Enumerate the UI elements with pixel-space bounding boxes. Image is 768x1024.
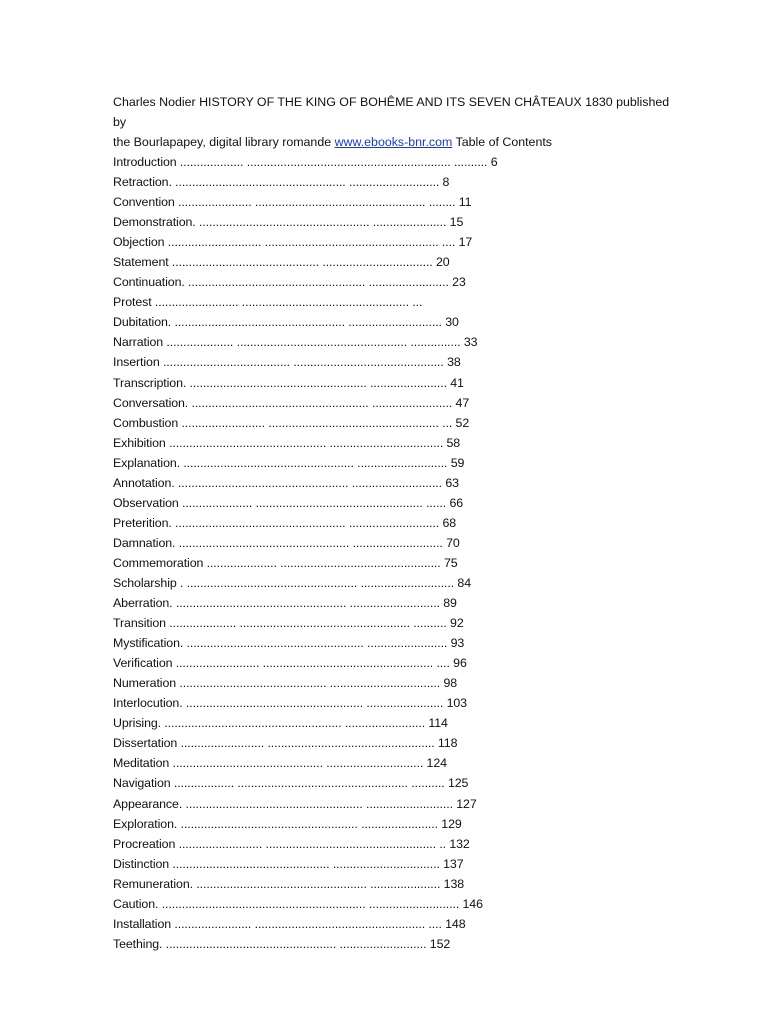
toc-entry: Introduction ................... ............................................................. .......... 6 bbox=[113, 155, 498, 169]
header-line-2-suffix: Table of Contents bbox=[452, 135, 552, 149]
toc-entry: Dubitation. ................................................... ............................ 30 bbox=[113, 315, 459, 330]
toc-entry: Transition .................... ................................................... .......... 92 bbox=[113, 616, 464, 631]
toc-entry: Distinction ............................................... ................................ 137 bbox=[113, 856, 464, 871]
table-of-contents bbox=[113, 152, 673, 954]
toc-entry: Exploration. ..................................................... ....................... 129 bbox=[113, 816, 462, 831]
toc-entry: Transcription. ..................................................... ....................... 41 bbox=[113, 375, 464, 390]
toc-entry: Verification ......................... ................................................... .... 96 bbox=[113, 656, 467, 671]
toc-entry: Statement ............................................ ................................. 20 bbox=[113, 255, 450, 270]
toc-entry: Commemoration ..................... ................................................ 75 bbox=[113, 555, 458, 570]
toc-entry: Numeration ............................................ ................................. 98 bbox=[113, 676, 458, 691]
toc-entry: Objection ............................ .................................................... .... 17 bbox=[113, 235, 473, 250]
header-line-1: Charles Nodier HISTORY OF THE KING OF BOHÊME AND ITS SEVEN CHÂTEAUX 1830 published by bbox=[113, 95, 670, 129]
toc-entry: Explanation. ................................................... ........................... 59 bbox=[113, 455, 465, 470]
header-line-2-prefix: the Bourlapapey, digital library romande bbox=[113, 135, 335, 149]
toc-entry: Narration .................... ................................................... ............... 33 bbox=[113, 335, 478, 350]
toc-entry: Damnation. ................................................... ........................... 70 bbox=[113, 535, 460, 550]
toc-entry: Interlocution. ..................................................... ....................... 103 bbox=[113, 696, 467, 711]
toc-entry: Observation ..................... .................................................. ...... 66 bbox=[113, 495, 464, 510]
toc-entry: Navigation .................. ................................................... .......... 125 bbox=[113, 776, 469, 791]
toc-entry: Aberration. ................................................... ........................... 89 bbox=[113, 596, 457, 611]
toc-entry: Annotation. ................................................... ........................... 63 bbox=[113, 475, 459, 490]
toc-entry: Exhibition ............................................... .................................. 58 bbox=[113, 435, 461, 450]
toc-entry: Scholarship . ................................................... ............................ 84 bbox=[113, 575, 471, 590]
toc-entry: Meditation ............................................. ............................. 124 bbox=[113, 756, 447, 771]
toc-entry: Convention ...................... ................................................... ........ 11 bbox=[113, 195, 472, 210]
toc-entry: Installation ....................... ................................................... .... 148 bbox=[113, 916, 466, 931]
toc-entry: Appearance. ..................................................... .......................... 127 bbox=[113, 796, 477, 811]
document-header bbox=[113, 92, 673, 152]
toc-entry: Insertion ...................................... ............................................. 38 bbox=[113, 355, 461, 370]
toc-entry: Procreation ......................... ................................................... .. 132 bbox=[113, 836, 470, 851]
toc-entry: Mystification. ..................................................... ........................ 93 bbox=[113, 636, 465, 651]
toc-entry: Protest ......................... .................................................. ... bbox=[113, 295, 423, 310]
toc-entry: Teething. ................................................... .......................... 152 bbox=[113, 936, 451, 951]
toc-entry: Combustion ......................... ................................................... ... 52 bbox=[113, 415, 470, 430]
toc-entry: Conversation. ..................................................... ........................ 47 bbox=[113, 395, 470, 410]
toc-entry: Demonstration. ................................................... ...................... 15 bbox=[113, 215, 464, 230]
toc-entry: Caution. ............................................................. ........................... 146 bbox=[113, 896, 483, 911]
ebooks-bnr-link[interactable]: www.ebooks-bnr.com bbox=[334, 135, 453, 149]
toc-entry: Dissertation ......................... .................................................. 118 bbox=[113, 736, 458, 751]
toc-entry: Preterition. ................................................... ........................... 68 bbox=[113, 515, 457, 530]
document-page bbox=[113, 92, 673, 954]
toc-entry: Remuneration. ................................................... ..................... 138 bbox=[113, 876, 465, 891]
toc-entry: Uprising. ..................................................... ........................ 114 bbox=[113, 716, 448, 731]
toc-entry: Continuation. ..................................................... ........................ 23 bbox=[113, 275, 466, 290]
toc-entry: Retraction. ................................................... ........................... 8 bbox=[113, 175, 450, 190]
